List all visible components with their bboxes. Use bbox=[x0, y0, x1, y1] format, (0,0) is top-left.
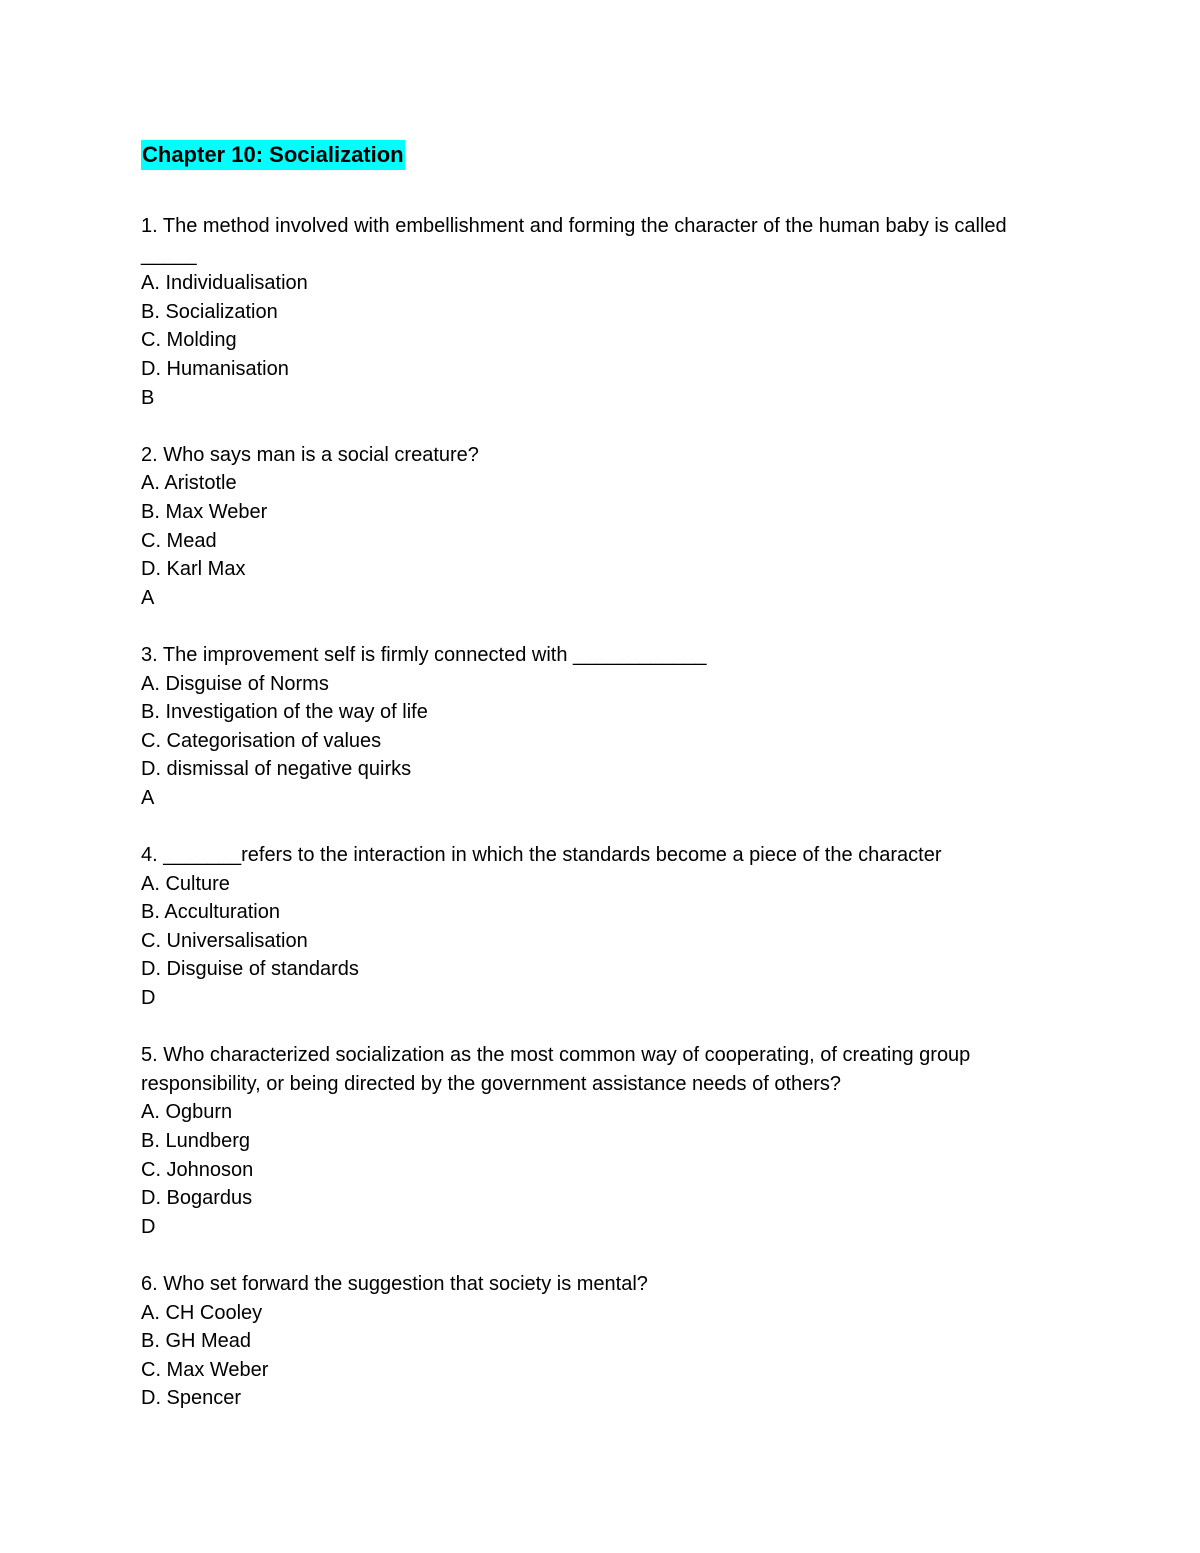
answer: D bbox=[141, 1215, 156, 1238]
question-text: 1. The method involved with embellishment and forming the character of the human baby is called _____ bbox=[141, 215, 1007, 266]
option-b: B. Socialization bbox=[141, 300, 278, 323]
question-4 bbox=[141, 841, 1061, 1013]
question-text: 3. The improvement self is firmly connected with ____________ bbox=[141, 643, 707, 666]
option-b: B. Acculturation bbox=[141, 901, 280, 924]
option-c: C. Mead bbox=[141, 529, 217, 552]
option-d: D. Bogardus bbox=[141, 1187, 253, 1210]
option-d: D. Humanisation bbox=[141, 357, 289, 380]
option-a: A. Culture bbox=[141, 872, 230, 895]
chapter-title: Chapter 10: Socialization bbox=[141, 140, 405, 170]
option-b: B. Lundberg bbox=[141, 1130, 250, 1152]
answer: A bbox=[141, 786, 155, 809]
option-a: A. Disguise of Norms bbox=[141, 672, 329, 695]
answer: D bbox=[141, 987, 156, 1010]
answer: A bbox=[141, 586, 155, 609]
option-d: D. Disguise of standards bbox=[141, 958, 359, 981]
option-c: C. Universalisation bbox=[141, 929, 308, 952]
question-5 bbox=[141, 1041, 1061, 1241]
document-page bbox=[141, 140, 1061, 1442]
option-a: A. CH Cooley bbox=[141, 1301, 263, 1324]
option-d: D. Spencer bbox=[141, 1387, 242, 1410]
option-b: B. Max Weber bbox=[141, 500, 268, 523]
option-a: A. Ogburn bbox=[141, 1101, 233, 1124]
option-c: C. Molding bbox=[141, 329, 237, 352]
option-c: C. Max Weber bbox=[141, 1358, 269, 1381]
option-b: B. GH Mead bbox=[141, 1330, 252, 1353]
option-c: C. Categorisation of values bbox=[141, 729, 382, 752]
question-text: 6. Who set forward the suggestion that society is mental? bbox=[141, 1272, 648, 1295]
option-d: D. dismissal of negative quirks bbox=[141, 758, 412, 781]
question-3 bbox=[141, 641, 1061, 813]
option-b: B. Investigation of the way of life bbox=[141, 701, 428, 724]
option-a: A. Individualisation bbox=[141, 272, 308, 295]
title-wrap bbox=[141, 140, 1061, 172]
option-d: D. Karl Max bbox=[141, 558, 246, 581]
option-a: A. Aristotle bbox=[141, 472, 237, 495]
option-c: C. Johnoson bbox=[141, 1158, 254, 1181]
question-1 bbox=[141, 212, 1061, 412]
question-2 bbox=[141, 441, 1061, 613]
question-text: 4. _______refers to the interaction in which the standards become a piece of the character bbox=[141, 844, 942, 867]
question-text: 5. Who characterized socialization as the most common way of cooperating, of creating group responsibility, or being directed by the government assistance needs of others? bbox=[141, 1044, 971, 1095]
question-6 bbox=[141, 1270, 1061, 1413]
answer: B bbox=[141, 386, 155, 409]
question-text: 2. Who says man is a social creature? bbox=[141, 443, 479, 466]
